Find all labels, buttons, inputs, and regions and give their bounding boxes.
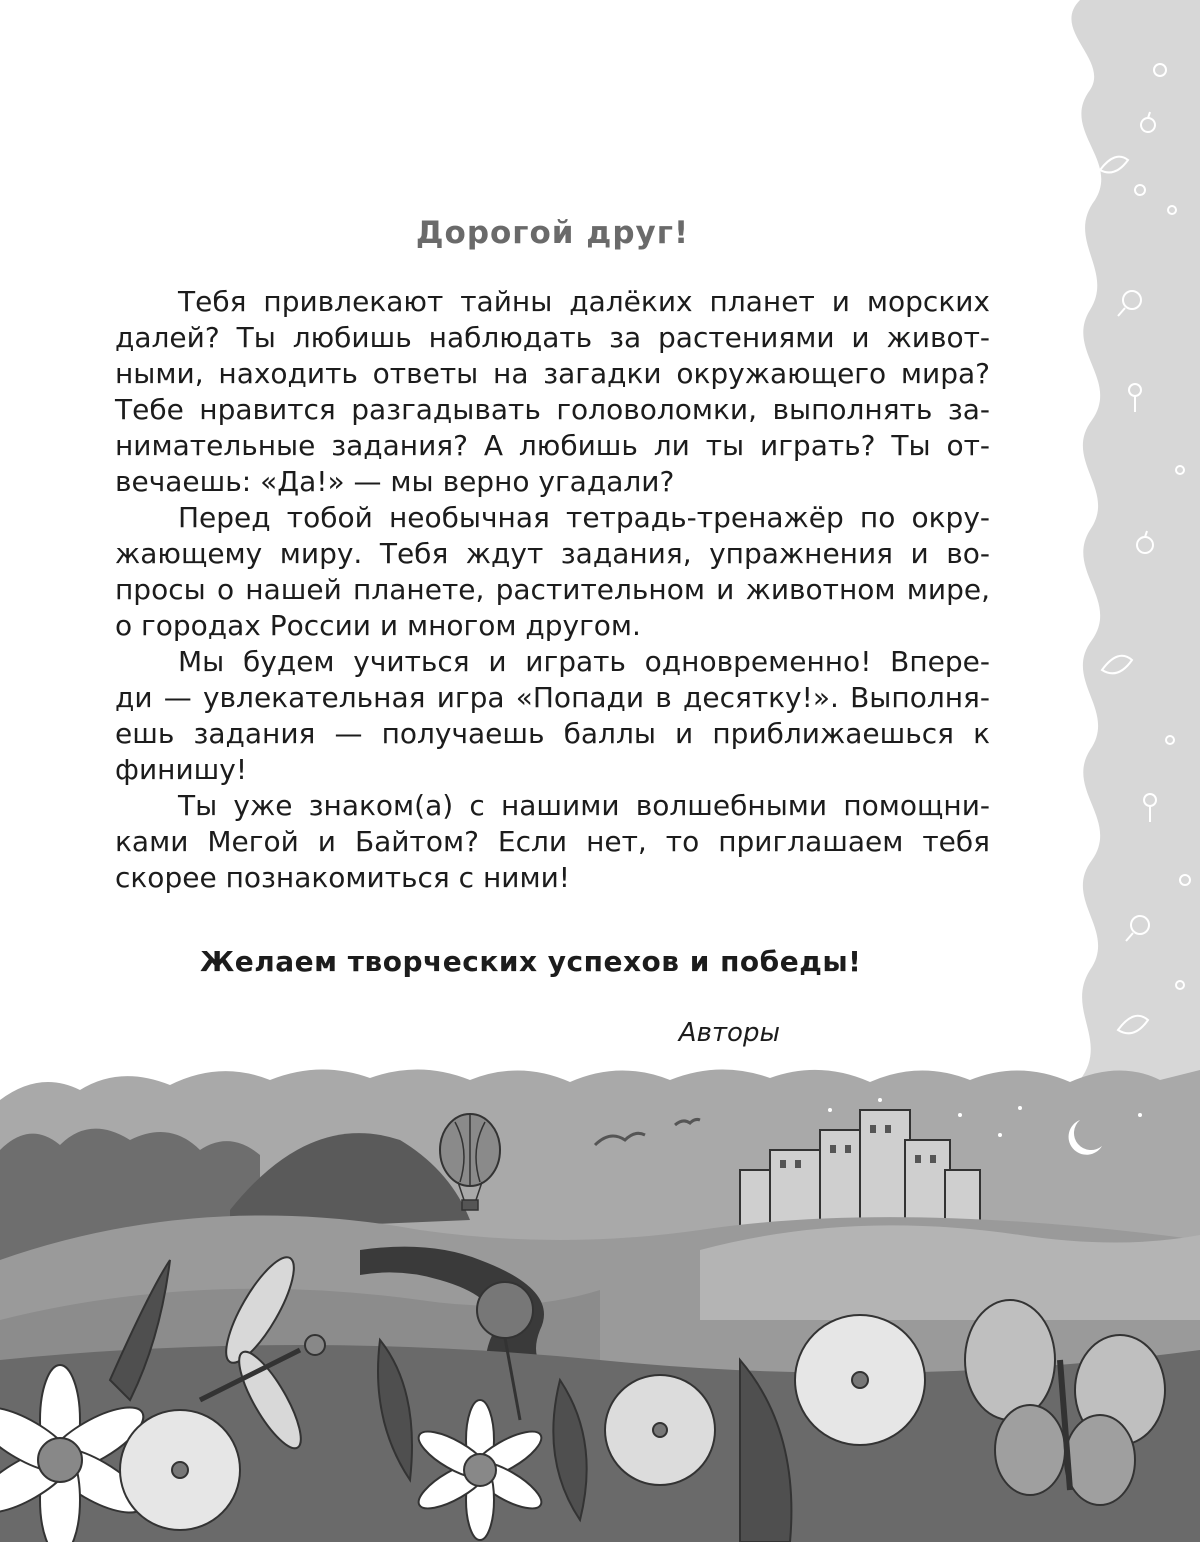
closing-wish: Желаем творческих успехов и победы!	[200, 945, 862, 978]
paragraph-3	[115, 644, 990, 788]
text-line: Ты уже знаком(а) с нашими волшебными помощни-	[178, 789, 990, 822]
greeting-heading: Дорогой друг!	[415, 215, 690, 251]
landscape-illustration	[0, 1060, 1200, 1542]
text-line: нимательные задания? А любишь ли ты играть? Ты от-	[115, 429, 990, 462]
text-line: Перед тобой необычная тетрадь-тренажёр по окру-	[178, 501, 990, 534]
side-decor-strip	[1040, 0, 1200, 1100]
text-line: далей? Ты любишь наблюдать за растениями и живот-	[115, 321, 990, 354]
signature-authors: Авторы	[678, 1018, 780, 1048]
text-line: Мы будем учиться и играть одновременно! Впере-	[178, 645, 990, 678]
text-line: ди — увлекательная игра «Попади в десятку!». Выполня-	[115, 681, 990, 714]
paragraph-4	[115, 788, 990, 896]
text-line: просы о нашей планете, растительном и животном мире,	[115, 573, 990, 606]
text-line: Тебя привлекают тайны далёких планет и морских	[178, 285, 990, 318]
paragraph-2	[115, 500, 990, 644]
text-line: скорее познакомиться с ними!	[115, 861, 571, 894]
text-line: ешь задания — получаешь баллы и приближаешься к	[115, 717, 990, 750]
text-line: вечаешь: «Да!» — мы верно угадали?	[115, 465, 675, 498]
letter-body	[115, 284, 990, 896]
text-line: ками Мегой и Байтом? Если нет, то приглашаем тебя	[115, 825, 990, 858]
paragraph-1	[115, 284, 990, 500]
text-line: Тебе нравится разгадывать головоломки, выполнять за-	[115, 393, 990, 426]
text-line: жающему миру. Тебя ждут задания, упражнения и во-	[115, 537, 990, 570]
text-line: ными, находить ответы на загадки окружающего мира?	[115, 357, 990, 390]
text-line: о городах России и многом другом.	[115, 609, 641, 642]
text-line: финишу!	[115, 753, 248, 786]
